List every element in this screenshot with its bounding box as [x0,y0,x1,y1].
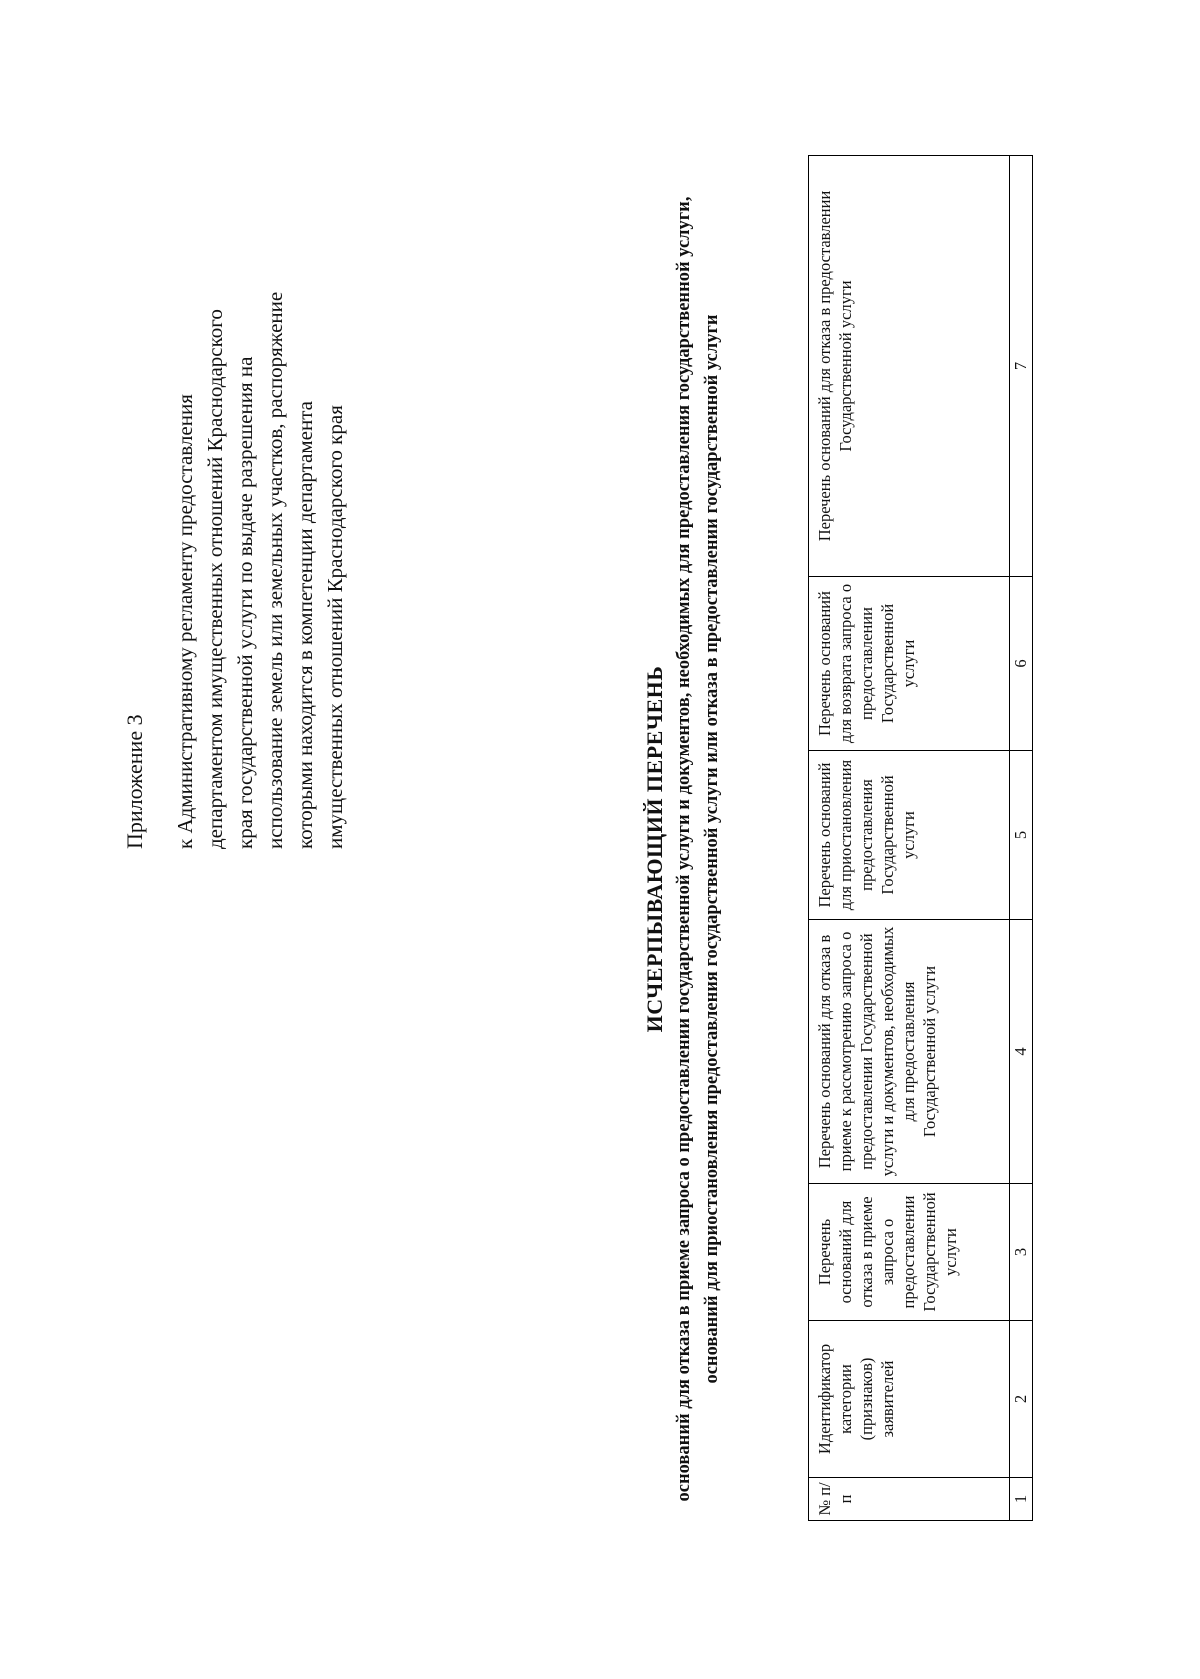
column-number: 4 [1010,920,1033,1184]
document-page [50,39,1150,1639]
header-cell-applicant-category: Идентификатор категории (признаков) заявителей [809,1321,1010,1478]
document-subtitle: оснований для отказа в приеме запроса о предоставлении государственной услуги и документов, необходимых для предоставления государственной услуги, оснований для приостановления предоставления государственной услуги или отказа в предоставлении государственной услуги [674,196,722,1502]
table-number-row [1010,156,1033,1521]
column-number: 3 [1010,1184,1033,1321]
column-number: 5 [1010,751,1033,920]
grounds-table [808,155,1033,1521]
appendix-text: к Административному регламенту предоставления департаментом имущественных отношений Краснодарского края государственной услуги по выдаче разрешения на использование земель или земельных участков, распоряжение которыми находится в компетенции департамента имущественных отношений Краснодарского края [173,291,347,849]
header-cell-return: Перечень оснований для возврата запроса о предоставлении Государственной услуги [809,577,1010,751]
header-cell-refusal-service: Перечень оснований для отказа в предоставлении Государственной услуги [809,156,1010,577]
column-number: 1 [1010,1478,1033,1521]
header-cell-number: № п/п [809,1478,1010,1521]
header-cell-refusal-documents: Перечень оснований для отказа в приеме к рассмотрению запроса о предоставлении Государственной услуги и документов, необходимых для предоставления Государственной услуги [809,920,1010,1184]
appendix-title: Приложение 3 [122,714,147,849]
header-cell-refusal-request: Перечень оснований для отказа в приеме запроса о предоставлении Государственной услуги [809,1184,1010,1321]
header-cell-suspension: Перечень оснований для приостановления предоставления Государственной услуги [809,751,1010,920]
column-number: 7 [1010,156,1033,577]
column-number: 2 [1010,1321,1033,1478]
document-title: ИСЧЕРПЫВАЮЩИЙ ПЕРЕЧЕНЬ [642,665,667,1033]
document-heading [640,159,726,1539]
column-number: 6 [1010,577,1033,751]
appendix-block [120,289,350,849]
table-header-row [809,156,1010,1521]
